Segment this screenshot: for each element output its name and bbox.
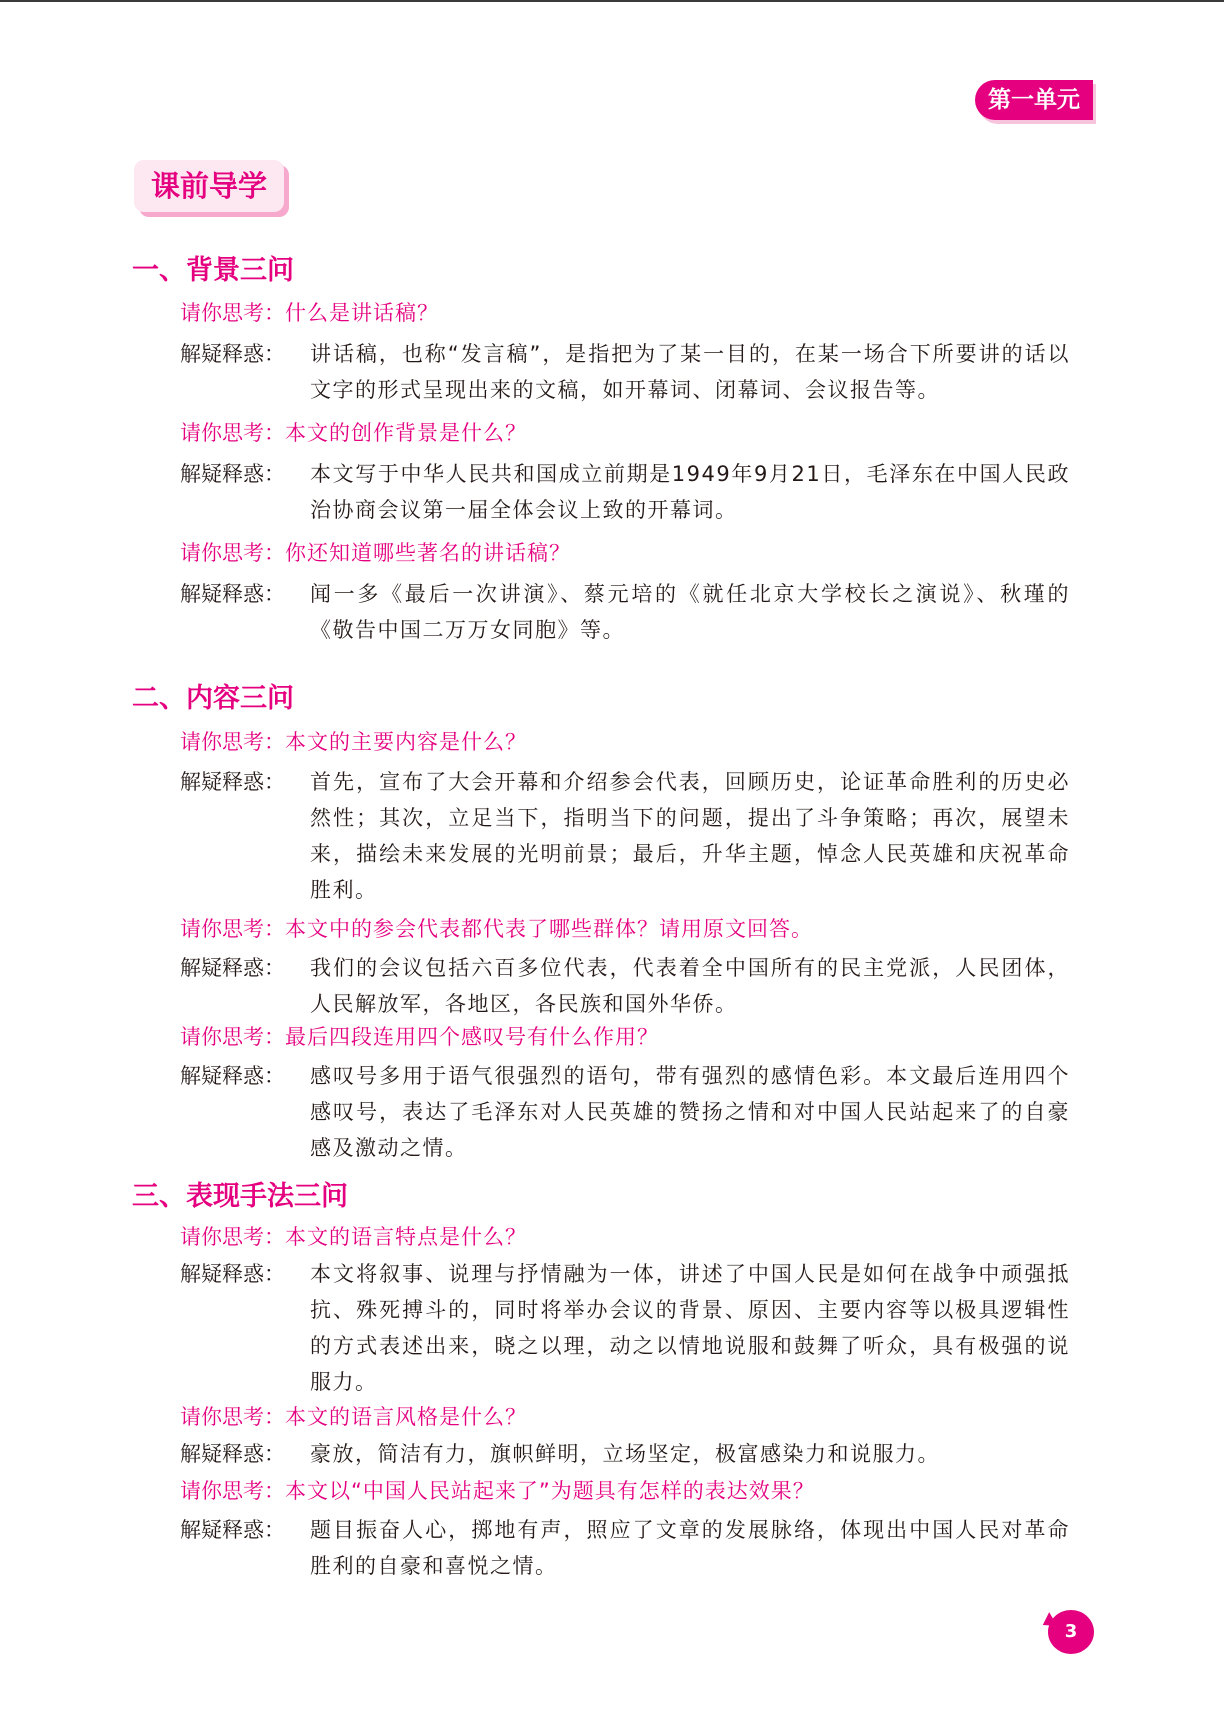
answer-label: 解疑释惑： xyxy=(180,770,285,794)
question-text: 本文中的参会代表都代表了哪些群体？请用原文回答。 xyxy=(285,917,813,941)
question-text: 本文的语言风格是什么？ xyxy=(285,1405,527,1429)
question-line xyxy=(180,727,527,757)
question-text: 本文的主要内容是什么？ xyxy=(285,730,527,754)
answer-text: 首先，宣布了大会开幕和介绍参会代表，回顾历史，论证革命胜利的历史必然性；其次，立足当下，指明当下的问题，提出了斗争策略；再次，展望未来，描绘未来发展的光明前景；最后，升华主题，悼念人民英雄和庆祝革命胜利。 xyxy=(310,770,1070,902)
question-label: 请你思考： xyxy=(180,1225,285,1249)
question-text: 最后四段连用四个感叹号有什么作用？ xyxy=(285,1025,659,1049)
question-line xyxy=(180,1476,815,1506)
question-line xyxy=(180,418,527,448)
question-text: 本文的创作背景是什么？ xyxy=(285,421,527,445)
question-line xyxy=(180,914,813,944)
question-label: 请你思考： xyxy=(180,917,285,941)
question-line xyxy=(180,1402,527,1432)
answer-text: 闻一多《最后一次讲演》、蔡元培的《就任北京大学校长之演说》、秋瑾的《敬告中国二万万女同胞》等。 xyxy=(310,582,1070,642)
unit-tab: 第一单元 xyxy=(975,80,1093,120)
answer-label: 解疑释惑： xyxy=(180,462,285,486)
question-line xyxy=(180,298,439,328)
answer-text: 讲话稿，也称“发言稿”，是指把为了某一目的，在某一场合下所要讲的话以文字的形式呈现出来的文稿，如开幕词、闭幕词、会议报告等。 xyxy=(310,342,1070,402)
question-text: 你还知道哪些著名的讲话稿？ xyxy=(285,541,571,565)
question-label: 请你思考： xyxy=(180,1479,285,1503)
page-number: 3 xyxy=(1048,1610,1094,1654)
answer-label: 解疑释惑： xyxy=(180,342,285,366)
question-label: 请你思考： xyxy=(180,730,285,754)
answer-block xyxy=(180,1058,1080,1166)
answer-text: 本文将叙事、说理与抒情融为一体，讲述了中国人民是如何在战争中顽强抵抗、殊死搏斗的，同时将举办会议的背景、原因、主要内容等以极具逻辑性的方式表述出来，晓之以理，动之以情地说服和鼓舞了听众，具有极强的说服力。 xyxy=(310,1262,1070,1394)
answer-text: 我们的会议包括六百多位代表，代表着全中国所有的民主党派，人民团体，人民解放军，各地区，各民族和国外华侨。 xyxy=(310,956,1070,1016)
answer-block xyxy=(180,950,1080,1022)
question-text: 本文以“中国人民站起来了”为题具有怎样的表达效果？ xyxy=(285,1479,815,1503)
question-label: 请你思考： xyxy=(180,301,285,325)
question-line xyxy=(180,1222,527,1252)
heading-background: 一、背景三问 xyxy=(132,255,294,286)
answer-block xyxy=(180,456,1080,528)
answer-text: 本文写于中华人民共和国成立前期是1949年9月21日，毛泽东在中国人民政治协商会议第一届全体会议上致的开幕词。 xyxy=(310,462,1070,522)
answer-block xyxy=(180,1512,1080,1584)
question-label: 请你思考： xyxy=(180,421,285,445)
answer-label: 解疑释惑： xyxy=(180,1064,285,1088)
question-line xyxy=(180,1022,659,1052)
answer-block xyxy=(180,1256,1080,1400)
question-line xyxy=(180,538,571,568)
question-text: 什么是讲话稿？ xyxy=(285,301,439,325)
answer-block xyxy=(180,1436,1080,1472)
answer-label: 解疑释惑： xyxy=(180,956,285,980)
section-title-box xyxy=(134,160,284,212)
answer-label: 解疑释惑： xyxy=(180,1442,285,1466)
answer-label: 解疑释惑： xyxy=(180,582,285,606)
answer-text: 豪放，简洁有力，旗帜鲜明，立场坚定，极富感染力和说服力。 xyxy=(310,1442,940,1466)
answer-label: 解疑释惑： xyxy=(180,1518,285,1542)
answer-text: 题目振奋人心，掷地有声，照应了文章的发展脉络，体现出中国人民对革命胜利的自豪和喜悦之情。 xyxy=(310,1518,1070,1578)
heading-content: 二、内容三问 xyxy=(132,683,294,714)
question-label: 请你思考： xyxy=(180,1025,285,1049)
question-label: 请你思考： xyxy=(180,1405,285,1429)
answer-label: 解疑释惑： xyxy=(180,1262,285,1286)
question-label: 请你思考： xyxy=(180,541,285,565)
section-title: 课前导学 xyxy=(150,169,267,203)
answer-block xyxy=(180,336,1080,408)
answer-block xyxy=(180,576,1080,648)
heading-technique: 三、表现手法三问 xyxy=(132,1181,348,1212)
answer-text: 感叹号多用于语气很强烈的语句，带有强烈的感情色彩。本文最后连用四个感叹号，表达了毛泽东对人民英雄的赞扬之情和对中国人民站起来了的自豪感及激动之情。 xyxy=(310,1064,1070,1160)
answer-block xyxy=(180,764,1080,908)
top-rule xyxy=(0,0,1224,2)
question-text: 本文的语言特点是什么？ xyxy=(285,1225,527,1249)
